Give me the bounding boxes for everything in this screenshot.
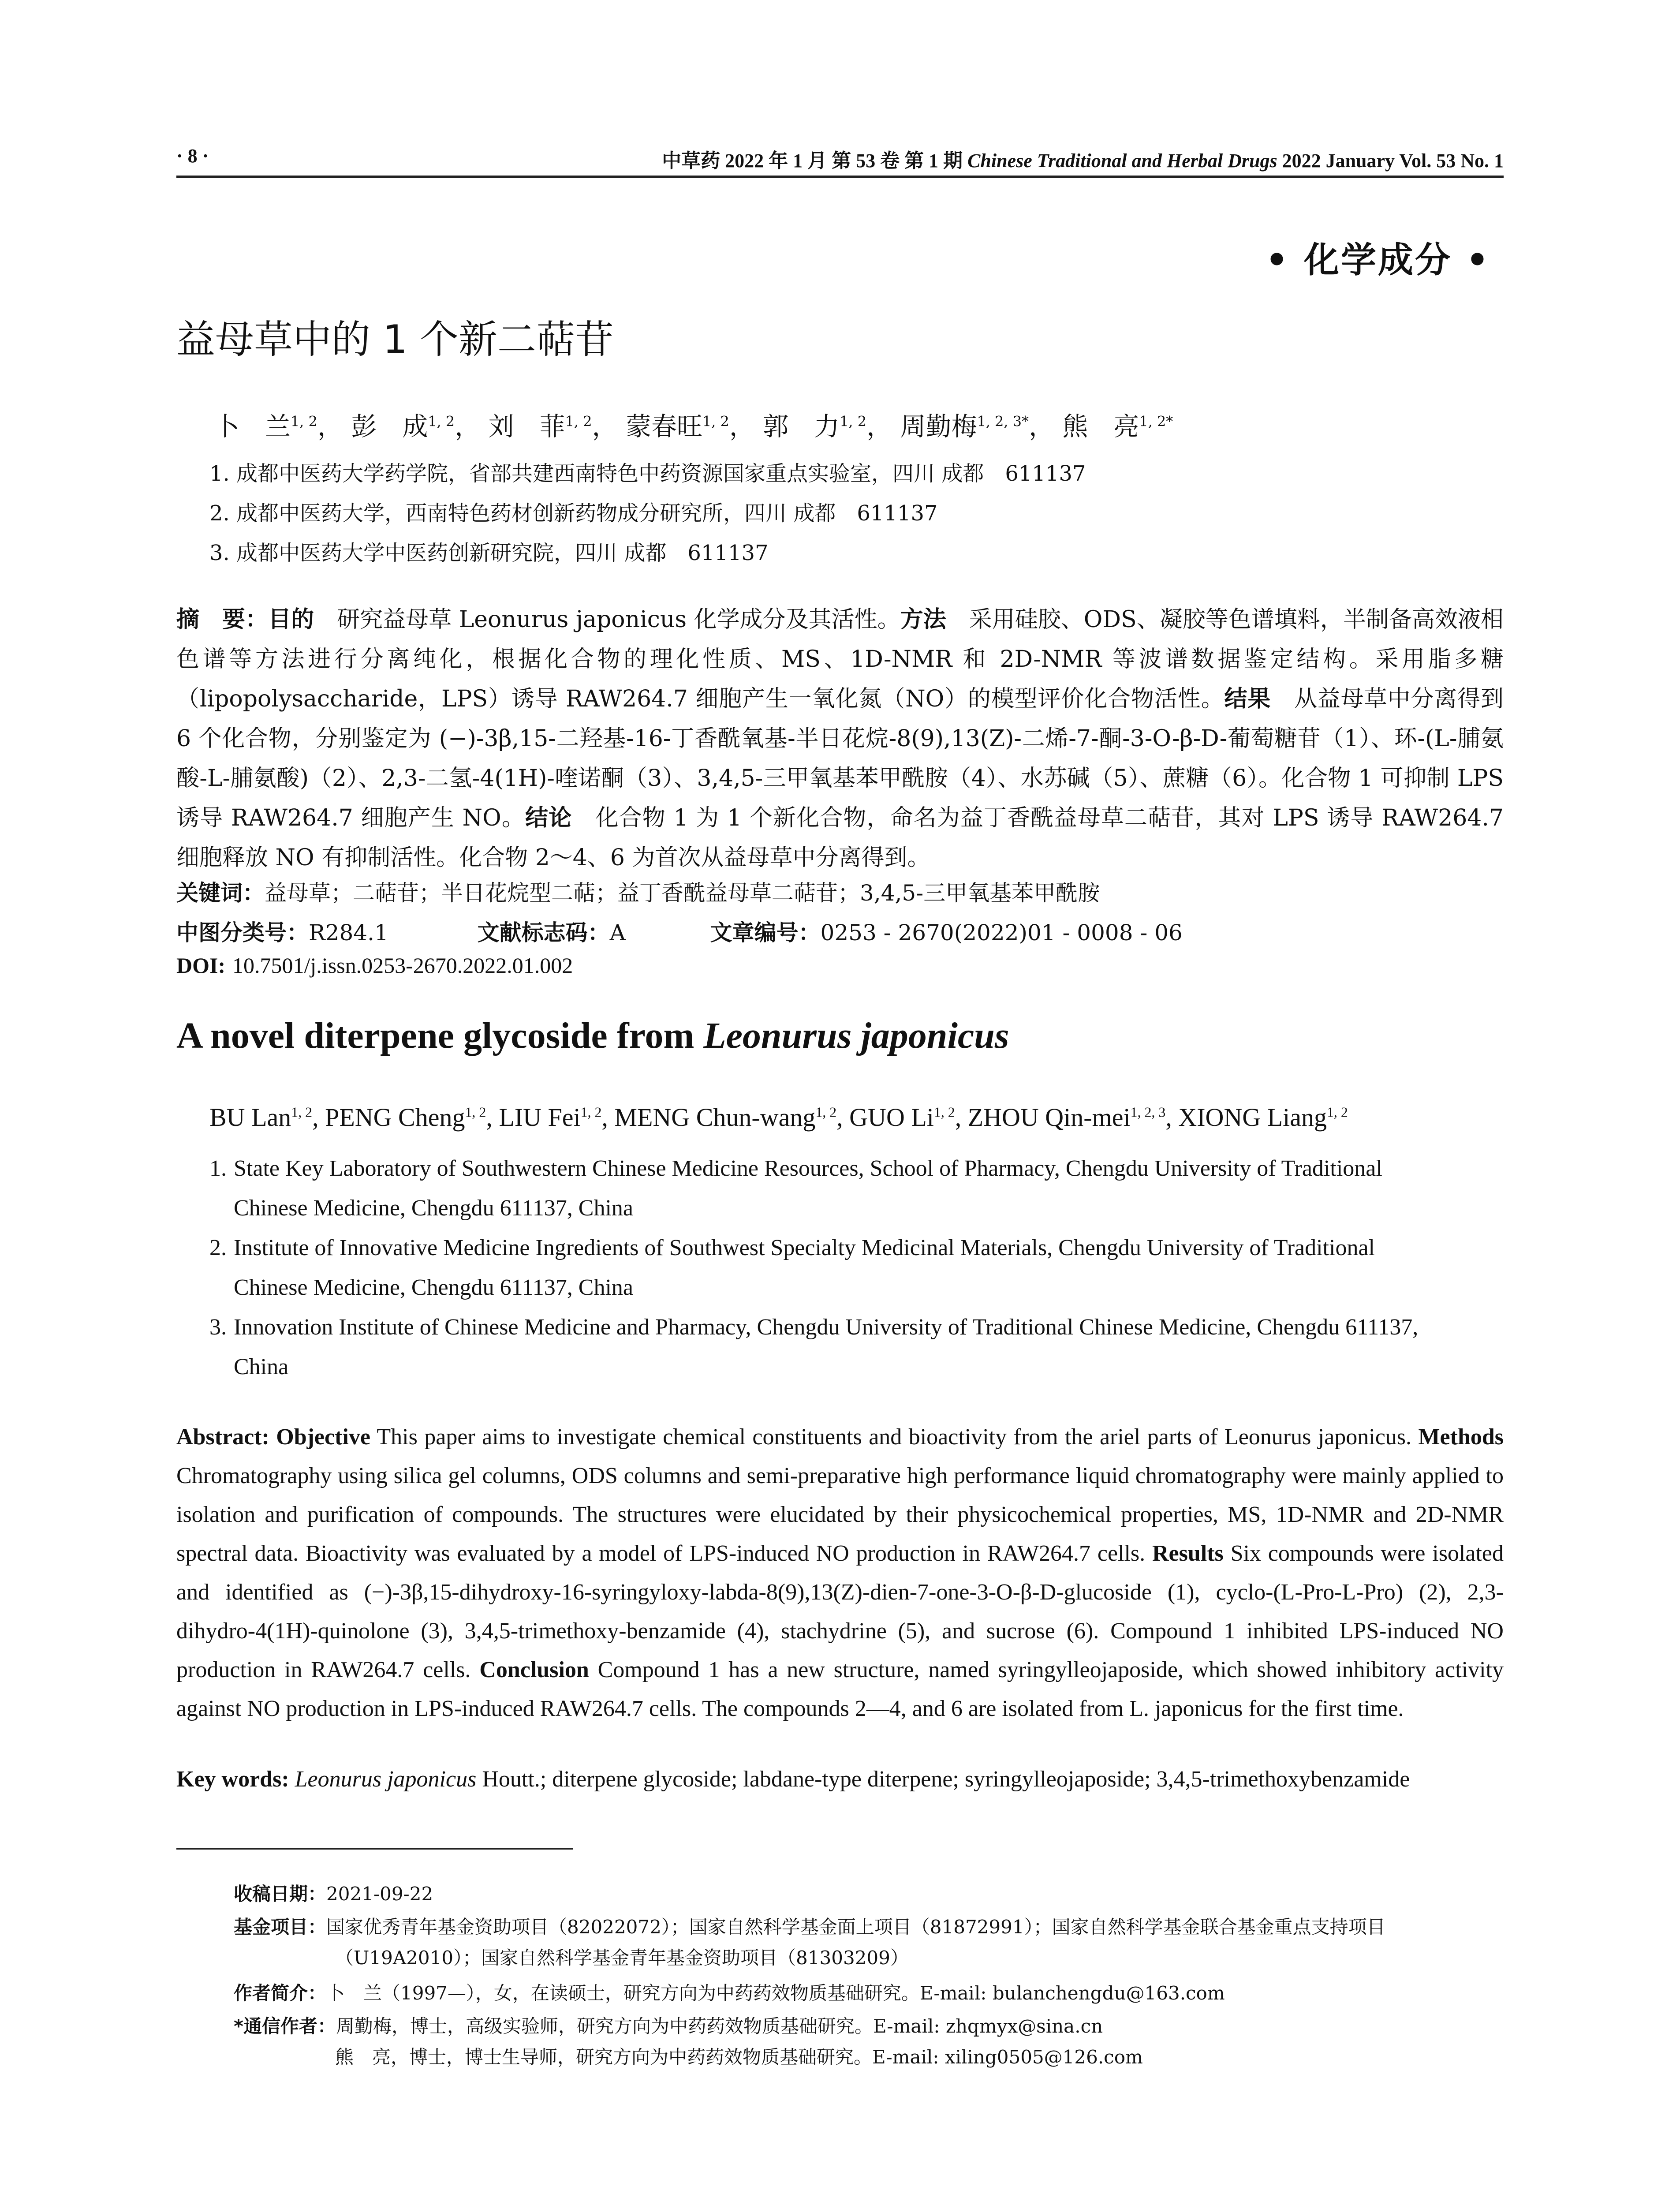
received-date: 收稿日期：2021-09-22 <box>234 1883 433 1905</box>
doi-line: DOI: 10.7501/j.issn.0253-2670.2022.01.002 <box>176 953 573 978</box>
keywords-cn: 关键词：益母草；二萜苷；半日花烷型二萜；益丁香酰益母草二萜苷；3,4,5-三甲氧基苯甲酰胺 <box>176 880 1100 906</box>
section-tag: • 化学成分 • <box>1266 239 1490 280</box>
affiliation-cn-1: 1. 成都中医药大学药学院，省部共建西南特色中药资源国家重点实验室，四川 成都 611137 <box>209 461 1086 486</box>
journal-name-en: Chinese Traditional and Herbal Drugs <box>967 150 1277 172</box>
issue-en: 2022 January Vol. 53 No. 1 <box>1282 150 1504 172</box>
journal-info <box>366 145 1504 173</box>
corresponding-authors: *通信作者：周勤梅，博士，高级实验师，研究方向为中药药效物质基础研究。E-mail: zhqmyx@sina.cn 熊 亮，博士，博士生导师，研究方向为中药药效物质基础研究。E-mail: xiling0505@126.com <box>234 2015 1143 2068</box>
fund-info: 基金项目：国家优秀青年基金资助项目（82022072）；国家自然科学基金面上项目（81872991）；国家自然科学基金联合基金重点支持项目 （U19A2010）；国家自然科学基金青年基金资助项目（81303209） <box>234 1916 1385 1969</box>
author-en: BU Lan$^{1, 2}$ <box>209 1103 313 1132</box>
author-cn: 蒙春旺$^{1, 2}$ <box>625 411 729 441</box>
authors-cn: 卜 兰$^{1, 2}$， 彭 成$^{1, 2}$， 刘 菲$^{1, 2}$， 蒙春旺$^{1, 2}$， 郭 力$^{1, 2}$， 周勤梅$^{1, 2, 3*}$， 熊 亮$^{1, 2*}$ <box>214 411 1173 441</box>
keywords-en: Key words: Leonurus japonicus Houtt.; diterpene glycoside; labdane-type diterpene; syringylleojaposide; 3,4,5-trimethoxybenzamide <box>176 1767 1410 1792</box>
author-en: LIU Fei$^{1, 2}$ <box>499 1103 602 1132</box>
classification-line: 中图分类号：R284.1 文献标志码：A 文章编号：0253 - 2670(2022)01 - 0008 - 06 <box>176 920 1183 946</box>
author-bio: 作者简介：卜 兰（1997—），女，在读硕士，研究方向为中药药效物质基础研究。E-mail: bulanchengdu@163.com <box>234 1982 1225 2004</box>
affiliation-en-2: 2. Institute of Innovative Medicine Ingredients of Southwest Specialty Medicinal Materials, Chengdu University of Traditional Chinese Medicine, Chengdu 611137, China <box>209 1235 1375 1300</box>
footnote-divider <box>176 1848 573 1850</box>
issue-cn: 2022 年 1 月 第 53 卷 第 1 期 <box>725 150 963 172</box>
affiliation-cn-2: 2. 成都中医药大学，西南特色药材创新药物成分研究所，四川 成都 611137 <box>209 501 938 526</box>
running-header <box>176 140 1504 178</box>
affiliation-en-3: 3. Innovation Institute of Chinese Medicine and Pharmacy, Chengdu University of Traditional Chinese Medicine, Chengdu 611137, China <box>209 1315 1419 1379</box>
author-cn: 郭 力$^{1, 2}$ <box>763 411 867 441</box>
author-cn: 刘 菲$^{1, 2}$ <box>488 411 592 441</box>
doi-link[interactable]: 10.7501/j.issn.0253-2670.2022.01.002 <box>232 953 573 978</box>
author-cn: 卜 兰$^{1, 2}$ <box>214 411 317 441</box>
title-en: A novel diterpene glycoside from Leonurus japonicus <box>176 1015 1009 1056</box>
author-en: PENG Cheng$^{1, 2}$ <box>325 1103 486 1132</box>
title-cn: 益母草中的 1 个新二萜苷 <box>176 317 614 362</box>
affiliation-en-1: 1. State Key Laboratory of Southwestern Chinese Medicine Resources, School of Pharmacy, Chengdu University of Traditional Chinese Medicine, Chengdu 611137, China <box>209 1156 1382 1221</box>
affiliation-cn-3: 3. 成都中医药大学中医药创新研究院，四川 成都 611137 <box>209 541 769 565</box>
abstract-en: Abstract: Objective This paper aims to investigate chemical constituents and bioactivity from the ariel parts of Leonurus japonicus. Methods Chromatography using silica gel columns, ODS columns and semi-preparative high performance liquid chromatography were mainly applied to isolation and purification of compounds. The structures were elucidated by their physicochemical properties, MS, 1D-NMR and 2D-NMR spectral data. Bioactivity was evaluated by a model of LPS-induced NO production in RAW264.7 cells. Results Six compounds were isolated and identified as (−)-3β,15-dihydroxy-16-syringyloxy-labda-8(9),13(Z)-dien-7-one-3-O-β-D-glucoside (1), cyclo-(L-Pro-L-Pro) (2), 2,3-dihydro-4(1H)-quinolone (3), 3,4,5-trimethoxy-benzamide (4), stachydrine (5), and sucrose (6). Compound 1 inhibited LPS-induced NO production in RAW264.7 cells. Conclusion Compound 1 has a new structure, named syringylleojaposide, which showed inhibitory activity against NO production in LPS-induced RAW264.7 cells. The compounds 2—4, and 6 are isolated from L. japonicus for the first time. <box>176 1424 1504 1721</box>
author-en: GUO Li$^{1, 2}$ <box>849 1103 955 1132</box>
abstract-cn: 摘 要：目的 研究益母草 Leonurus japonicus 化学成分及其活性。方法 采用硅胶、ODS、凝胶等色谱填料，半制备高效液相色谱等方法进行分离纯化，根据化合物的理化性质、MS、1D-NMR 和 2D-NMR 等波谱数据鉴定结构。采用脂多糖（lipopolysaccharide，LPS）诱导 RAW264.7 细胞产生一氧化氮（NO）的模型评价化合物活性。结果 从益母草中分离得到 6 个化合物，分别鉴定为 (−)-3β,15-二羟基-16-丁香酰氧基-半日花烷-8(9),13(Z)-二烯-7-酮-3-O-β-D-葡萄糖苷（1）、环-(L-脯氨酸-L-脯氨酸)（2）、2,3-二氢-4(1H)-喹诺酮（3）、3,4,5-三甲氧基苯甲酰胺（4）、水苏碱（5）、蔗糖（6）。化合物 1 可抑制 LPS 诱导 RAW264.7 细胞产生 NO。结论 化合物 1 为 1 个新化合物，命名为益丁香酰益母草二萜苷，其对 LPS 诱导 RAW264.7 细胞释放 NO 有抑制活性。化合物 2～4、6 为首次从益母草中分离得到。 <box>176 606 1504 871</box>
journal-name-cn: 中草药 <box>662 150 721 172</box>
author-cn: 彭 成$^{1, 2}$ <box>351 411 455 441</box>
author-en: MENG Chun-wang$^{1, 2}$ <box>614 1103 837 1132</box>
authors-en: BU Lan$^{1, 2}$, PENG Cheng$^{1, 2}$, LIU Fei$^{1, 2}$, MENG Chun-wang$^{1, 2}$, GUO Li$^{1, 2}$, ZHOU Qin-mei$^{1, 2, 3}$, XIONG Liang$^{1, 2}$ <box>209 1103 1348 1132</box>
author-cn: 周勤梅$^{1, 2, 3*}$ <box>900 411 1029 441</box>
author-cn: 熊 亮$^{1, 2*}$ <box>1062 411 1173 441</box>
author-en: ZHOU Qin-mei$^{1, 2, 3}$ <box>967 1103 1166 1132</box>
page-number: · 8 · <box>176 145 209 167</box>
author-en: XIONG Liang$^{1, 2}$ <box>1178 1103 1348 1132</box>
